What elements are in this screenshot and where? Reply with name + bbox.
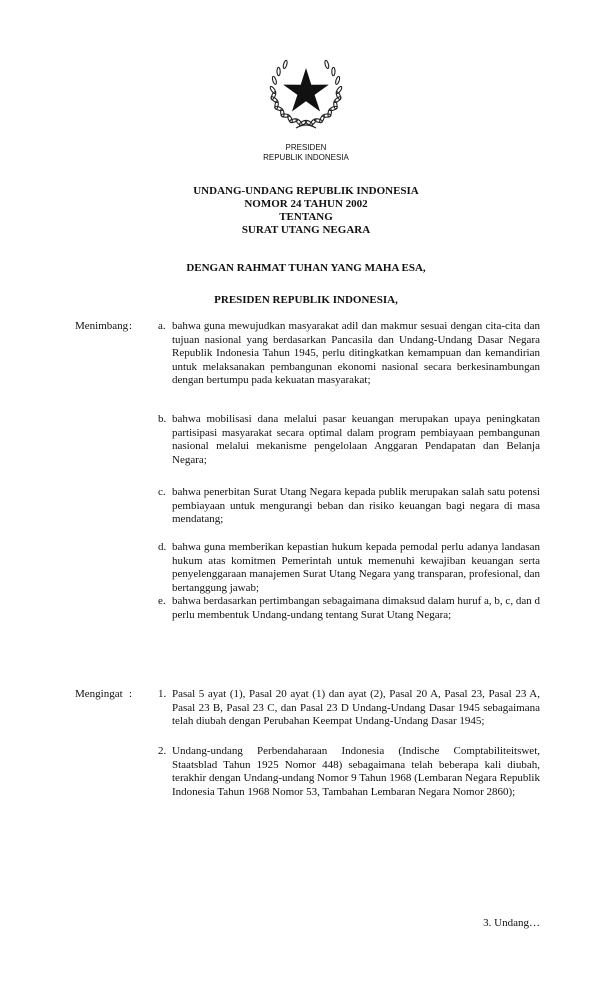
wreath-leaf	[283, 60, 288, 69]
preamble-presiden: PRESIDEN REPUBLIK INDONESIA,	[214, 294, 398, 306]
menimbang-item-b	[158, 413, 540, 467]
menimbang-item-a	[158, 320, 540, 388]
mengingat-colon: :	[129, 688, 133, 700]
item-marker: a.	[158, 320, 166, 332]
wreath-leaf	[272, 76, 278, 85]
menimbang-label: Menimbang	[75, 320, 129, 332]
preamble-rahmat: DENGAN RAHMAT TUHAN YANG MAHA ESA,	[186, 262, 426, 274]
law-title-line-2: NOMOR 24 TAHUN 2002	[244, 198, 368, 210]
mengingat-item-1	[158, 688, 540, 729]
law-title-line-1: UNDANG-UNDANG REPUBLIK INDONESIA	[193, 185, 419, 197]
page-continuation: 3. Undang…	[483, 917, 540, 929]
mengingat-item-2	[158, 745, 540, 799]
item-marker: 2.	[158, 745, 167, 757]
emblem-caption-republik: REPUBLIK INDONESIA	[263, 153, 349, 162]
item-marker: e.	[158, 595, 166, 607]
item-text: bahwa guna mewujudkan masyarakat adil dan makmur sesuai dengan cita-cita dan tujuan nasional yang berdasarkan Pancasila dan Undang-Undang Dasar Negara Republik Indonesia Tahun 1945, perlu ditingkatkan kemampuan dan kemandirian untuk melaksanakan pembangunan ekonomi nasional secara berkesinambungan dengan bertumpu pada kekuatan masyarakat;	[172, 320, 540, 386]
item-text: Pasal 5 ayat (1), Pasal 20 ayat (1) dan ayat (2), Pasal 20 A, Pasal 23, Pasal 23 A, Pasal 23 B, Pasal 23 C, dan Pasal 23 D Undang-Undang Dasar 1945 sebagaimana telah diubah dengan Perubahan Keempat Undang-Undang Dasar 1945;	[172, 688, 540, 727]
law-title-line-3: TENTANG	[279, 211, 333, 223]
menimbang-item-e	[158, 595, 540, 622]
law-title-line-4: SURAT UTANG NEGARA	[241, 224, 371, 236]
item-text: bahwa penerbitan Surat Utang Negara kepada publik merupakan salah satu potensi pembiayaan untuk mengurangi beban dan risiko keuangan bagi negara di masa mendatang;	[172, 486, 540, 525]
item-marker: d.	[158, 541, 167, 553]
item-text: bahwa mobilisasi dana melalui pasar keuangan merupakan upaya peningkatan partisipasi masyarakat secara optimal dalam program pembiayaan pembangunan nasional melalui mekanisme pengelolaan Anggaran Pendapatan dan Belanja Negara;	[172, 413, 540, 466]
menimbang-item-d	[158, 541, 540, 595]
item-marker: c.	[158, 486, 166, 498]
presidential-emblem-icon	[266, 50, 346, 134]
wreath-leaf	[324, 60, 329, 69]
menimbang-colon: :	[129, 320, 133, 332]
item-text: bahwa guna memberikan kepastian hukum kepada pemodal perlu adanya landasan hukum atas komitmen Pemerintah untuk memenuhi kewajiban keuangan serta penyelenggaraan manajemen Surat Utang Negara yang transparan, profesional, dan bertanggung jawab;	[172, 541, 540, 594]
wreath-leaf	[287, 114, 294, 123]
menimbang-item-c	[158, 486, 540, 527]
wreath-leaf	[277, 67, 280, 75]
item-marker: 1.	[158, 688, 167, 700]
item-marker: b.	[158, 413, 167, 425]
wreath-leaf	[332, 67, 335, 75]
wreath-leaf	[335, 76, 341, 85]
wreath-leaf	[329, 106, 338, 112]
emblem-caption-presiden: PRESIDEN	[285, 143, 327, 152]
item-text: Undang-undang Perbendaharaan Indonesia (Indische Comptabiliteitswet, Staatsblad Tahun 1925 Nomor 448) sebagaimana telah beberapa kali diubah, terakhir dengan Undang-undang Nomor 9 Tahun 1968 (Lembaran Negara Republik Indonesia Tahun 1968 Nomor 53, Tambahan Lembaran Negara Nomor 2860);	[172, 745, 540, 798]
mengingat-label: Mengingat	[75, 688, 123, 700]
wreath-leaf	[335, 86, 342, 95]
star-icon	[283, 68, 329, 112]
item-text: bahwa berdasarkan pertimbangan sebagaimana dimaksud dalam huruf a, b, c, dan d perlu membentuk Undang-undang tentang Surat Utang Negara;	[172, 595, 540, 621]
